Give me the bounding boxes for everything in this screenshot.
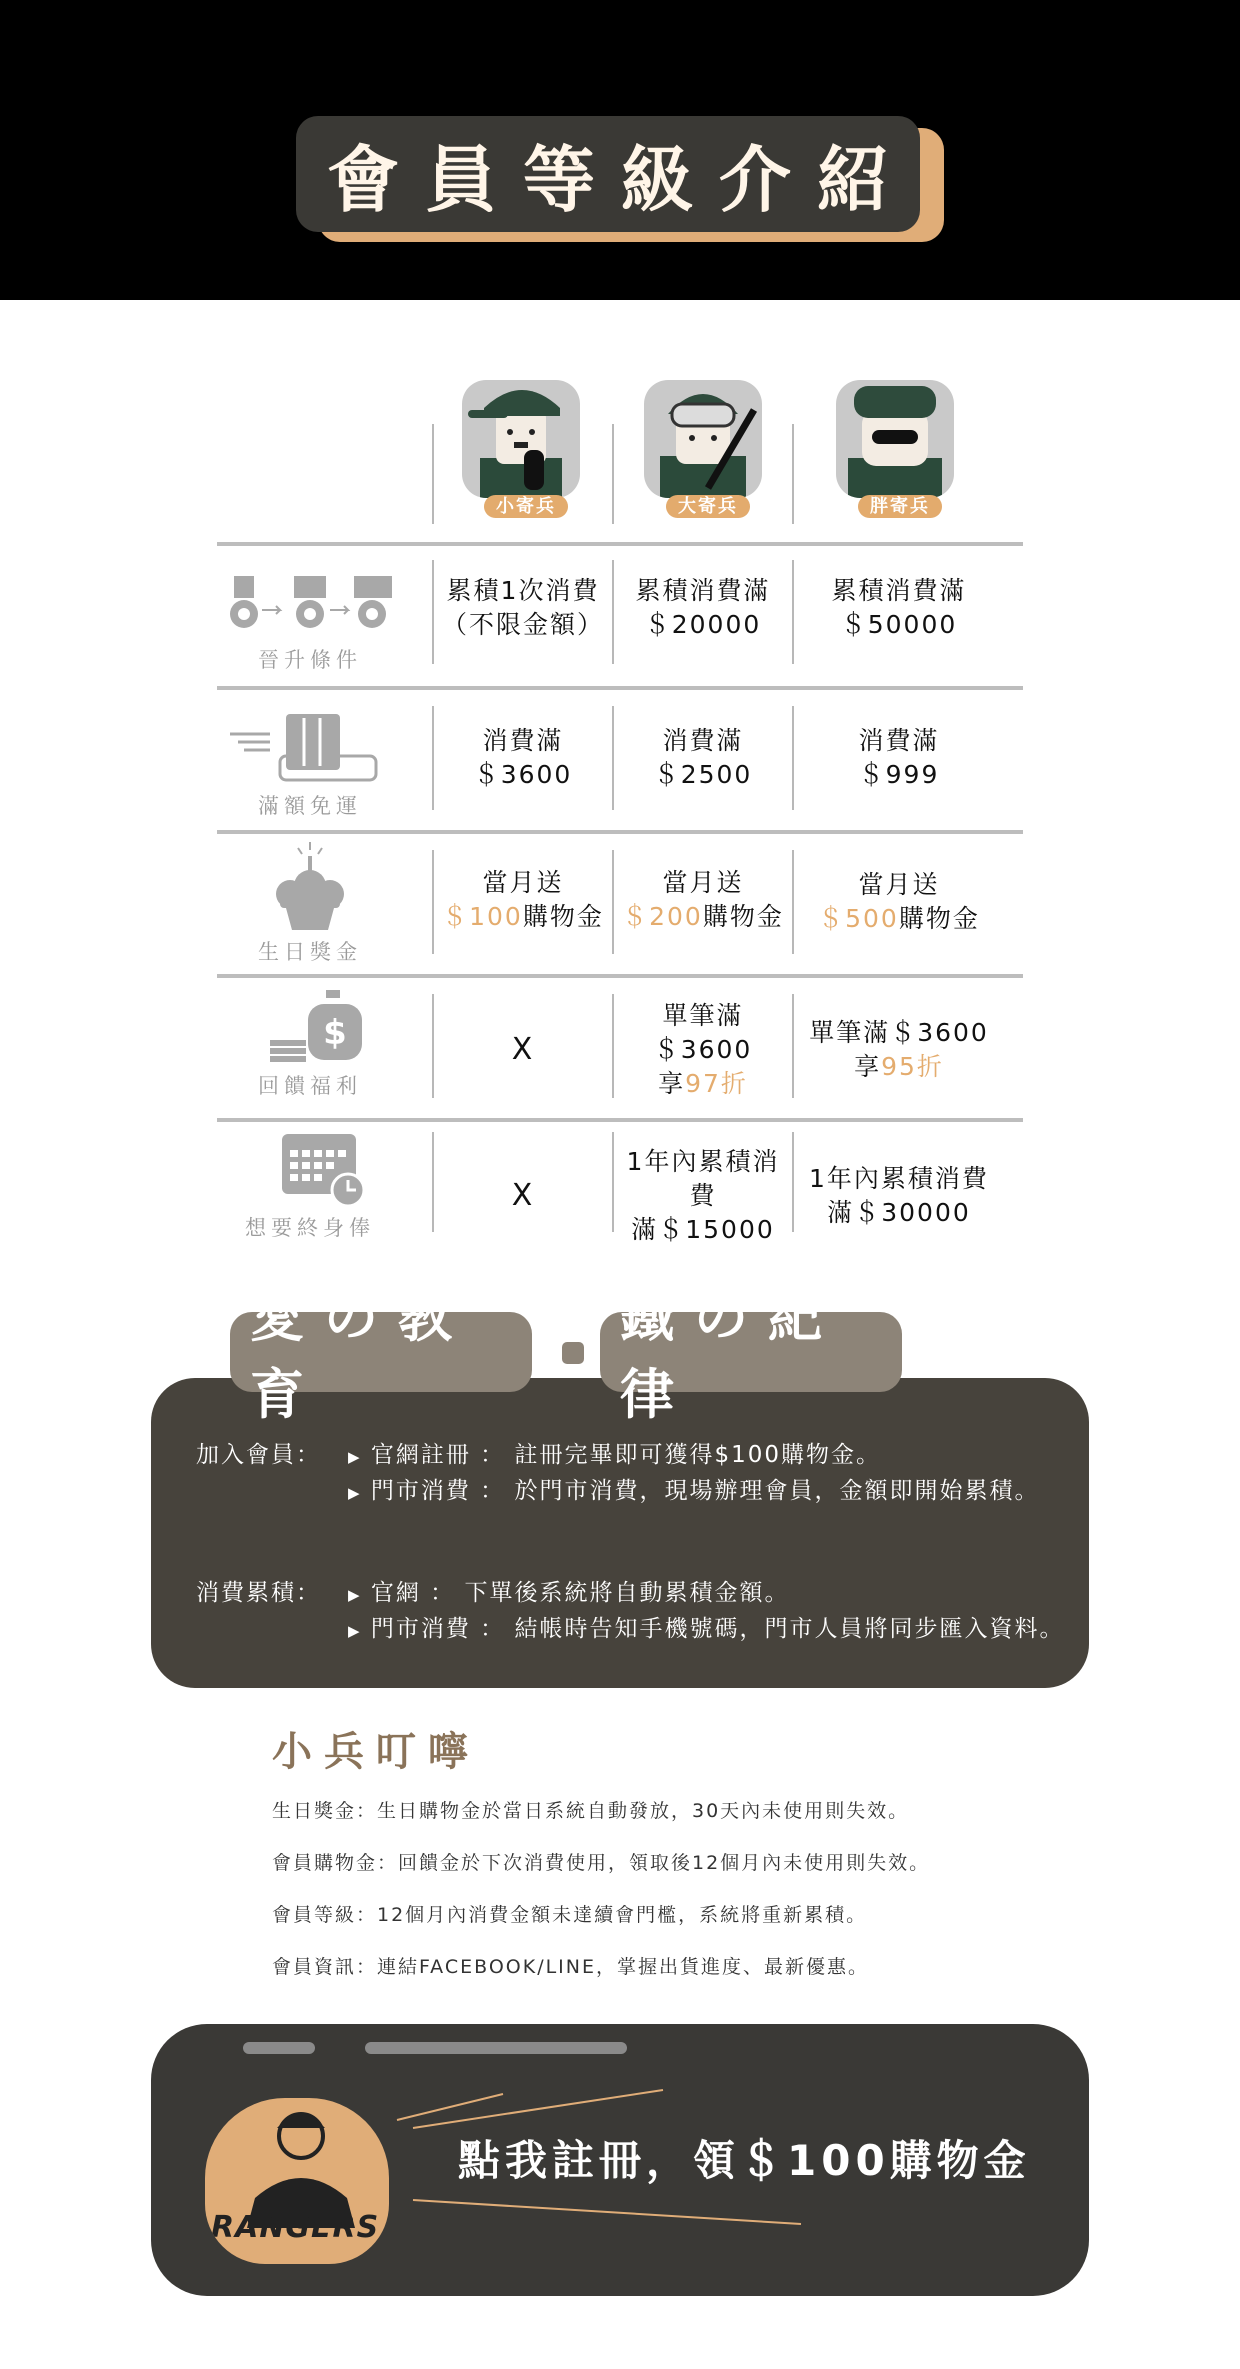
bonus-unit: 購物金 (898, 904, 980, 933)
item-text: 結帳時告知手機號碼，門市人員將同步匯入資料。 (514, 1616, 1065, 1642)
bonus-unit: 購物金 (702, 902, 784, 931)
cell-line: 消費滿 (662, 726, 744, 755)
reminder-item: 生日獎金：生日購物金於當日系統自動發放，30天內未使用則失效。 (272, 1800, 910, 1822)
cell-line (658, 1067, 748, 1101)
row-divider (217, 686, 1023, 690)
item-text: 註冊完畢即可獲得$100購物金。 (514, 1442, 882, 1468)
cell-line: 當月送 (662, 868, 744, 897)
reminder-item: 會員購物金：回饋金於下次消費使用，領取後12個月內未使用則失效。 (272, 1852, 931, 1874)
tier-header-big (644, 380, 762, 517)
promotion-cell-small (434, 568, 612, 648)
shipping-cell-small (434, 718, 612, 798)
delivery-box-icon (220, 710, 400, 786)
row-label: 想要終身俸 (245, 1216, 375, 1240)
title-box (296, 116, 920, 232)
cell-line: 滿＄15000 (631, 1215, 775, 1244)
bullet-triangle-icon: ▶ (348, 1622, 362, 1640)
item-text: 下單後系統將自動累積金額。 (464, 1580, 790, 1606)
birthday-cupcake-icon (220, 842, 400, 934)
reminder-item: 會員等級：12個月內消費金額未達續會門檻，系統將重新累積。 (272, 1904, 868, 1926)
cell-line: 當月送 (482, 868, 564, 897)
fat-soldier-avatar (836, 380, 954, 498)
slogan-text: 愛の教育 (250, 1286, 472, 1426)
birthday-cell-fat (794, 862, 1004, 942)
discount-rate: 97折 (685, 1069, 748, 1098)
join-item (348, 1436, 881, 1469)
shipping-cell-fat (794, 718, 1004, 798)
slogan-text: 鐵の紀律 (620, 1286, 842, 1426)
rewards-cell-fat (794, 1010, 1004, 1090)
accumulate-item (348, 1574, 789, 1607)
cell-line: （不限金額） (441, 610, 604, 639)
cell-line: ＄999 (858, 760, 940, 789)
row-divider (217, 542, 1023, 546)
cell-line: 消費滿 (482, 726, 564, 755)
cell-line: 累積1次消費 (446, 576, 600, 605)
accumulate-label: 消費累積： (196, 1580, 321, 1606)
lifetime-cell-fat (794, 1156, 1004, 1236)
join-item (348, 1472, 1039, 1505)
row-label-lifetime (220, 1128, 400, 1238)
birthday-cell-small (434, 860, 612, 940)
cell-line (854, 1050, 944, 1084)
item-separator: ： (430, 1580, 456, 1606)
cell-line: ＄50000 (840, 610, 958, 639)
tier-name-badge: 小寄兵 (484, 495, 568, 518)
cell-line: 消費滿 (858, 726, 940, 755)
tier-header-fat (836, 380, 954, 517)
cell-line: ＄20000 (644, 610, 762, 639)
lifetime-cell-big (614, 1147, 792, 1244)
register-cta-text[interactable]: 點我註冊，領＄100購物金 (458, 2136, 1031, 2185)
cell-line (818, 902, 980, 936)
discount-rate: 95折 (881, 1052, 944, 1081)
item-text: 於門市消費，現場辦理會員，金額即開始累積。 (514, 1478, 1040, 1504)
cell-line: 滿＄30000 (827, 1198, 971, 1227)
row-label-shipping (220, 710, 400, 820)
bullet-triangle-icon: ▶ (348, 1484, 362, 1502)
cell-line: 單筆滿＄3600 (653, 1001, 753, 1064)
discount-prefix: 享 (854, 1052, 882, 1081)
discount-prefix: 享 (658, 1069, 686, 1098)
bonus-amount: ＄200 (622, 902, 703, 931)
divider (432, 424, 434, 524)
big-soldier-avatar (644, 380, 762, 498)
bullet-triangle-icon: ▶ (348, 1586, 362, 1604)
row-label: 滿額免運 (258, 794, 362, 818)
row-label-birthday (220, 842, 400, 962)
bonus-unit: 購物金 (522, 902, 604, 931)
tier-header-small (462, 380, 580, 517)
slogan-love (230, 1286, 532, 1426)
rewards-cell-big (614, 1001, 792, 1098)
svg-text:$: $ (323, 1013, 347, 1053)
cell-line: ＄3600 (473, 760, 573, 789)
shipping-cell-big (614, 718, 792, 798)
accumulate-item (348, 1610, 1064, 1643)
tier-name-badge: 胖寄兵 (858, 495, 942, 518)
row-label-rewards (220, 990, 400, 1100)
lifetime-cell-small (434, 1156, 612, 1236)
cell-line: 單筆滿＄3600 (809, 1018, 989, 1047)
item-key: 官網 (370, 1580, 421, 1606)
slogan-dot (562, 1342, 584, 1364)
item-key: 門市消費 (370, 1478, 471, 1504)
promotion-cell-fat (794, 568, 1004, 648)
divider (612, 424, 614, 524)
reminders-title: 小兵叮嚀 (272, 1729, 480, 1775)
cell-line (442, 900, 604, 934)
rangers-logo (205, 2098, 389, 2264)
divider (792, 424, 794, 524)
join-label: 加入會員： (196, 1442, 321, 1468)
row-label: 晉升條件 (258, 648, 362, 672)
reminder-item: 會員資訊：連結FACEBOOK/LINE，掌握出貨進度、最新優惠。 (272, 1956, 869, 1978)
rewards-cell-small (434, 1010, 612, 1090)
cell-line: 累積消費滿 (635, 576, 771, 605)
row-divider (217, 974, 1023, 978)
row-label: 生日獎金 (258, 940, 362, 964)
row-divider (217, 830, 1023, 834)
cell-line (622, 900, 784, 934)
row-label: 回饋福利 (258, 1074, 362, 1098)
medal-upgrade-icon (220, 570, 400, 636)
slogan-discipline (600, 1286, 902, 1426)
small-soldier-avatar (462, 380, 580, 498)
cell-line: 當月送 (858, 870, 940, 899)
item-key: 門市消費 (370, 1616, 471, 1642)
row-label-promotion (220, 570, 400, 680)
birthday-cell-big (614, 860, 792, 940)
page-title: 會員等級介紹 (326, 138, 915, 222)
logo-text: RANGERS (211, 2210, 380, 2245)
row-divider (217, 1118, 1023, 1122)
not-available-mark: X (511, 1178, 535, 1213)
calendar-clock-icon (220, 1128, 400, 1210)
bonus-amount: ＄500 (818, 904, 899, 933)
cell-line: 1年內累積消費 (809, 1164, 989, 1193)
item-key: 官網註冊 (370, 1442, 471, 1468)
bullet-triangle-icon: ▶ (348, 1448, 362, 1466)
bonus-amount: ＄100 (442, 902, 523, 931)
cell-line: 累積消費滿 (831, 576, 967, 605)
item-separator: ： (480, 1442, 506, 1468)
money-bag-icon (220, 990, 400, 1066)
tier-name-badge: 大寄兵 (666, 495, 750, 518)
promotion-cell-big (614, 568, 792, 648)
not-available-mark: X (511, 1032, 535, 1067)
cell-line: ＄2500 (653, 760, 753, 789)
item-separator: ： (480, 1616, 506, 1642)
item-separator: ： (480, 1478, 506, 1504)
cell-line: 1年內累積消費 (626, 1147, 780, 1210)
